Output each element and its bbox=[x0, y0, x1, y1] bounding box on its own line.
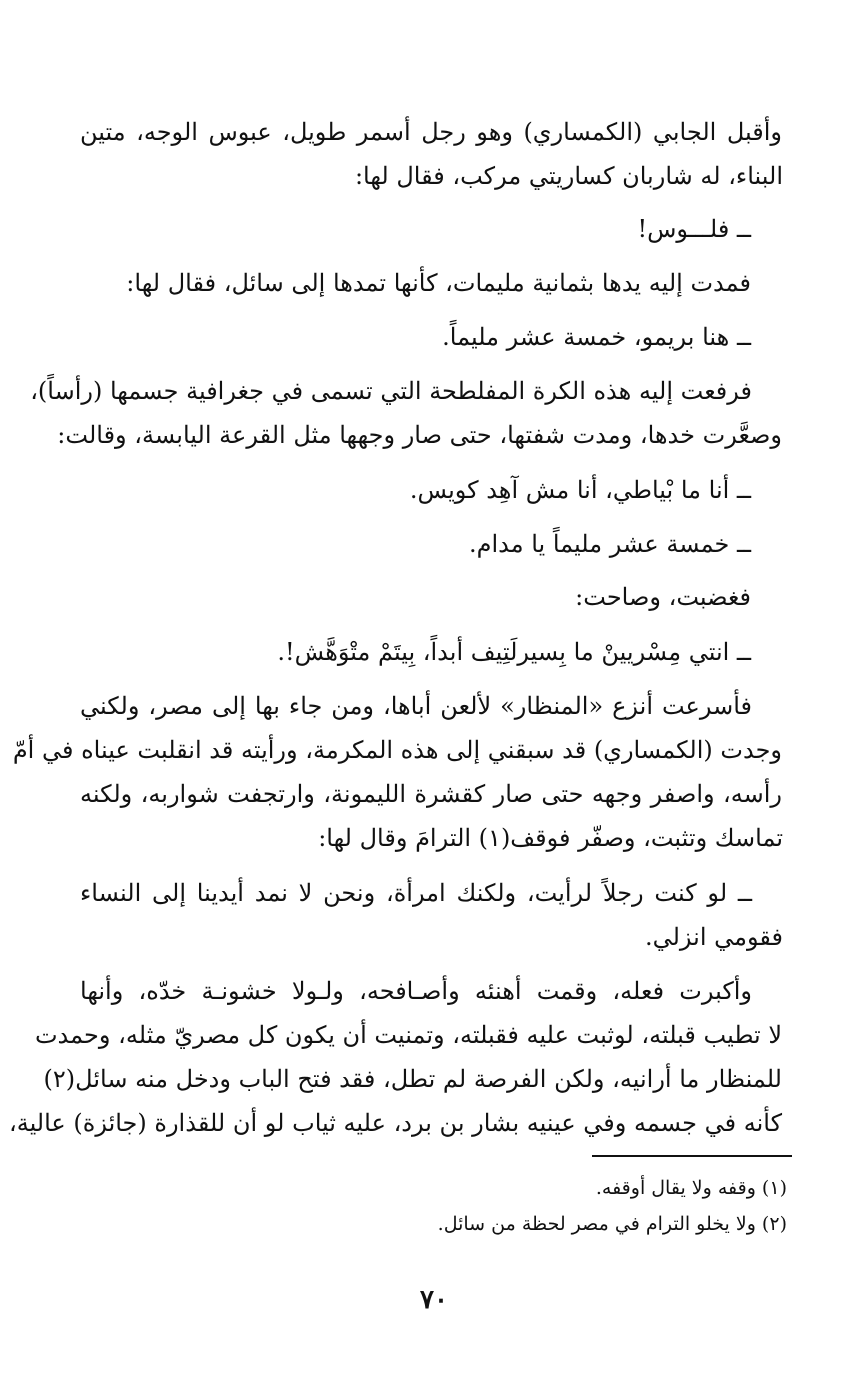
footnote-separator bbox=[592, 1155, 792, 1157]
dialogue-line: ــ فلـــوس! bbox=[637, 215, 751, 243]
body-line: فأسرعت أنزع «المنظار» لألعن أباها، ومن جاء بها إلى مصر، ولكني bbox=[80, 692, 752, 720]
body-line: فقومي انزلي. bbox=[644, 923, 783, 951]
body-line: وجدت (الكمساري) قد سبقني إلى هذه المكرمة، ورأيته قد انقلبت عيناه في أمّ bbox=[12, 736, 782, 764]
body-line: وأكبرت فعله، وقمت أهنئه وأصـافحه، ولـولا خشونـة خدّه، وأنها bbox=[80, 977, 752, 1005]
body-line: رأسه، واصفر وجهه حتى صار كقشرة الليمونة، وارتجفت شواربه، ولكنه bbox=[80, 780, 782, 808]
body-line: تماسك وتثبت، وصفّر فوقف(١) الترامَ وقال لها: bbox=[318, 824, 783, 852]
body-line: وصعَّرت خدها، ومدت شفتها، حتى صار وجهها مثل القرعة اليابسة، وقالت: bbox=[57, 421, 782, 449]
footnote: (١) وقفه ولا يقال أوقفه. bbox=[595, 1177, 787, 1199]
body-line: فرفعت إليه هذه الكرة المفلطحة التي تسمى في جغرافية جسمها (رأساً)، bbox=[30, 377, 752, 405]
body-line: كأنه في جسمه وفي عينيه بشار بن برد، عليه ثياب لو أن للقذارة (جائزة) عالية، bbox=[8, 1109, 782, 1137]
dialogue-line: ــ لو كنت رجلاً لرأيت، ولكنك امرأة، ونحن لا نمد أيدينا إلى النساء bbox=[80, 879, 752, 907]
dialogue-line: ــ خمسة عشر مليماً يا مدام. bbox=[469, 530, 751, 558]
body-line: فمدت إليه يدها بثمانية مليمات، كأنها تمدها إلى سائل، فقال لها: bbox=[126, 269, 751, 297]
dialogue-line: ــ انتي مِسْريينْ ما بِسيرلَتِيف أبداً، بِيتَمْ متْوَهَّش!. bbox=[277, 638, 751, 666]
body-line: البناء، له شاربان كساريتي مركب، فقال لها: bbox=[354, 162, 783, 190]
dialogue-line: ــ هنا بريمو، خمسة عشر مليماً. bbox=[442, 323, 751, 351]
page-number: ٧٠ bbox=[420, 1285, 448, 1315]
dialogue-line: ــ أنا ما بْياطي، أنا مش آهِد كويس. bbox=[409, 476, 751, 504]
body-line: للمنظار ما أرانيه، ولكن الفرصة لم تطل، فقد فتح الباب ودخل منه سائل(٢) bbox=[43, 1065, 782, 1093]
body-line: فغضبت، وصاحت: bbox=[575, 583, 751, 611]
body-line: وأقبل الجابي (الكمساري) وهو رجل أسمر طويل، عبوس الوجه، متين bbox=[80, 118, 782, 146]
footnote: (٢) ولا يخلو الترام في مصر لحظة من سائل. bbox=[437, 1213, 787, 1235]
body-line: لا تطيب قبلته، لوثبت عليه فقبلته، وتمنيت أن يكون كل مصريّ مثله، وحمدت bbox=[34, 1021, 782, 1049]
